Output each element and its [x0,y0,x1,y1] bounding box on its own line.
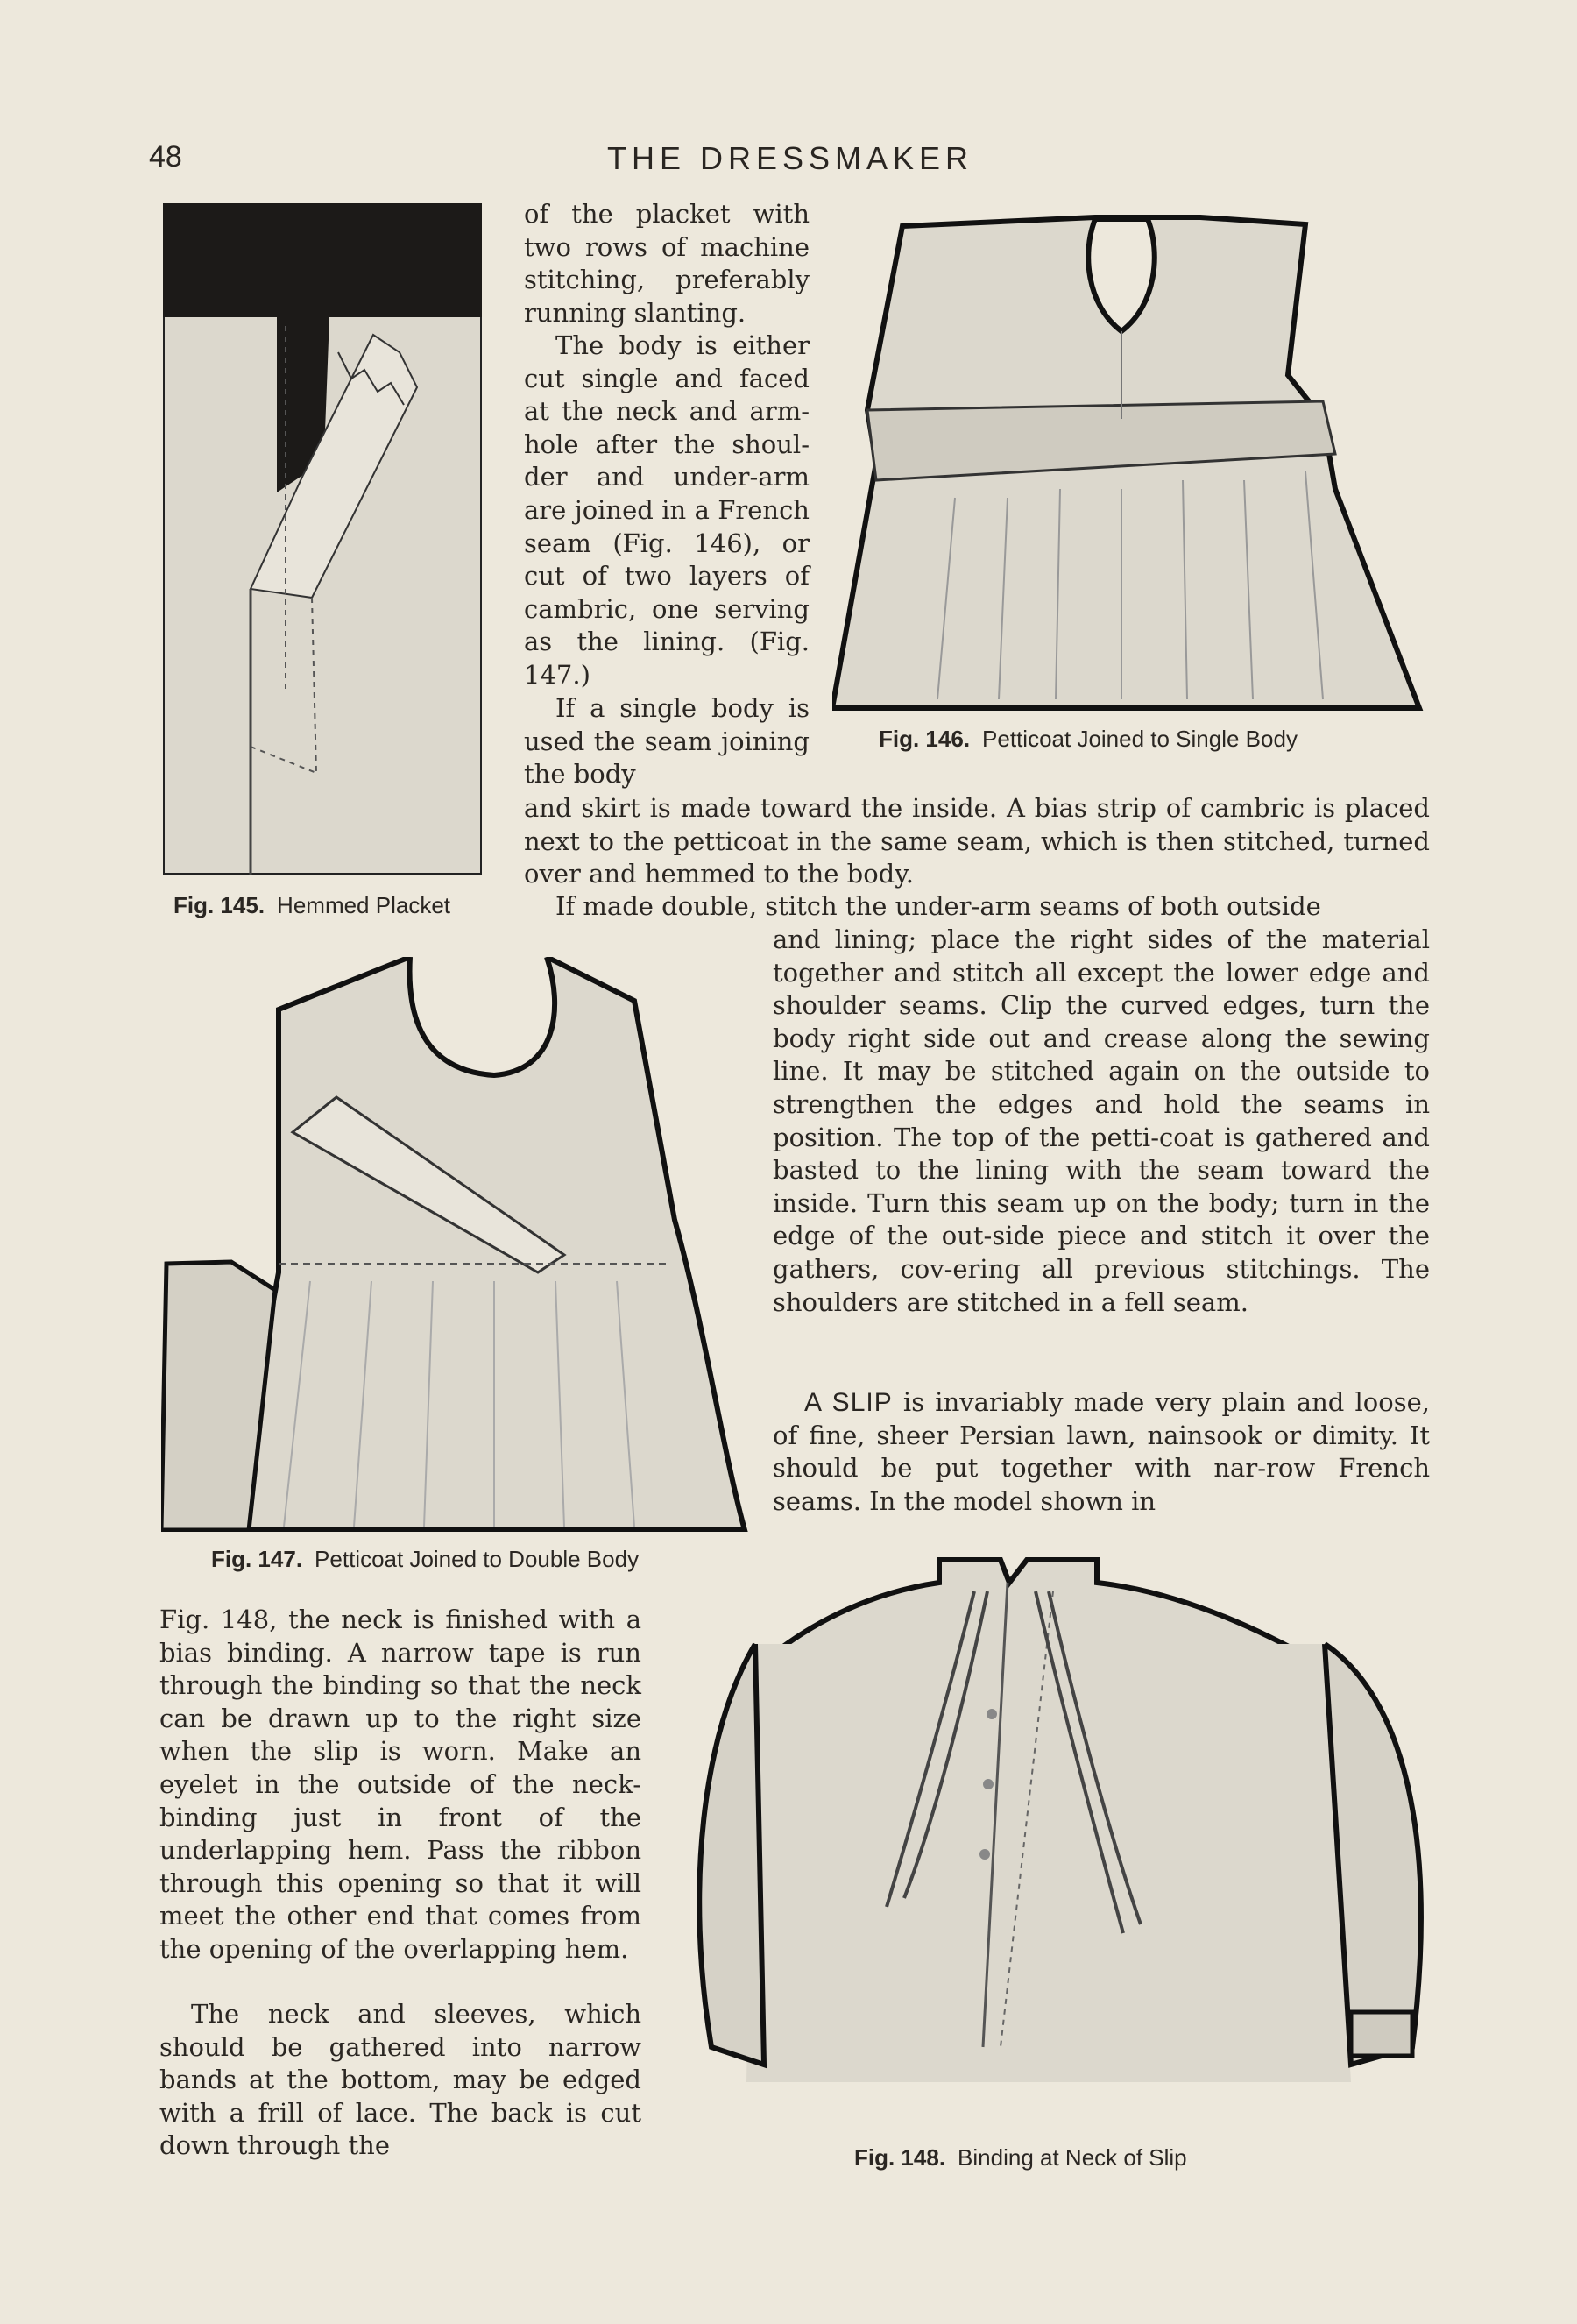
paragraph-5-body: is invariably made very plain and loose, of fine, sheer Persian lawn, nainsook or dimity. It should be put together with nar-row French seams. In the model shown in [773,1387,1430,1516]
caption-number: Fig. 145. [173,892,265,918]
paragraph-3a: If a single body is used the seam joining the body [524,693,810,790]
slip-heading: A SLIP [804,1388,893,1417]
paragraph-4b: and lining; place the right sides of the material together and stitch all except the lower edge and shoulder seams. Clip the curved edges, turn the body right side out and crease along the sewing line. It may be stitched again on the outside to strengthen the edges and hold the seams in position. The top of the petti-coat is gathered and basted to the lining with the seam toward the inside. Turn this seam up on the body; turn in the edge of the out-side piece and stitch it over the gathers, cov-ering all previous stitchings. The shoulders are stitched in a fell seam. [773,925,1430,1317]
caption-text: Hemmed Placket [277,892,451,918]
paragraph-7: The neck and sleeves, which should be gathered into narrow bands at the bottom, may be edged with a frill of lace. The back is cut down through the [159,1999,641,2161]
figure-147-double-body-illustration [161,957,748,1532]
page-number: 48 [149,140,182,174]
caption-text: Petticoat Joined to Double Body [315,1546,640,1572]
caption-fig-146 [879,726,1298,753]
caption-number: Fig. 147. [211,1546,303,1572]
paragraph-1: of the placket with two rows of machine stitching, preferably running slanting. [524,199,810,328]
caption-fig-145 [173,892,450,919]
figure-145-hemmed-placket-illustration [163,203,482,875]
figure-148-slip-illustration [685,1556,1432,2117]
caption-fig-147 [211,1546,639,1573]
caption-fig-148 [854,2144,1187,2172]
paragraph-6: Fig. 148, the neck is finished with a bias binding. A narrow tape is run through the binding so that the neck can be drawn up to the right size when the slip is worn. Make an eyelet in the outside of the neck-binding just in front of the underlapping hem. Pass the ribbon through this opening so that it will meet the other end that comes from the opening of the overlapping hem. [159,1605,641,1964]
paragraph-3b: and skirt is made toward the inside. A bias strip of cambric is placed next to the petticoat in the same seam, which is then stitched, turned over and hemmed to the body. [524,793,1430,889]
figure-146-single-body-illustration [832,200,1425,712]
paragraph-5 [773,1386,1430,1518]
running-head: THE DRESSMAKER [607,140,974,176]
paragraph-4a: If made double, stitch the under-arm seams of both outside [555,891,1321,921]
paragraph-2: The body is either cut single and faced at the neck and arm-hole after the shoul-der and under-arm are joined in a French seam (Fig. 146), or cut of two layers of cambric, one serving as the lining. (Fig. 147.) [524,330,810,690]
caption-text: Binding at Neck of Slip [958,2144,1187,2171]
caption-number: Fig. 146. [879,726,971,752]
caption-number: Fig. 148. [854,2144,946,2171]
caption-text: Petticoat Joined to Single Body [982,726,1298,752]
